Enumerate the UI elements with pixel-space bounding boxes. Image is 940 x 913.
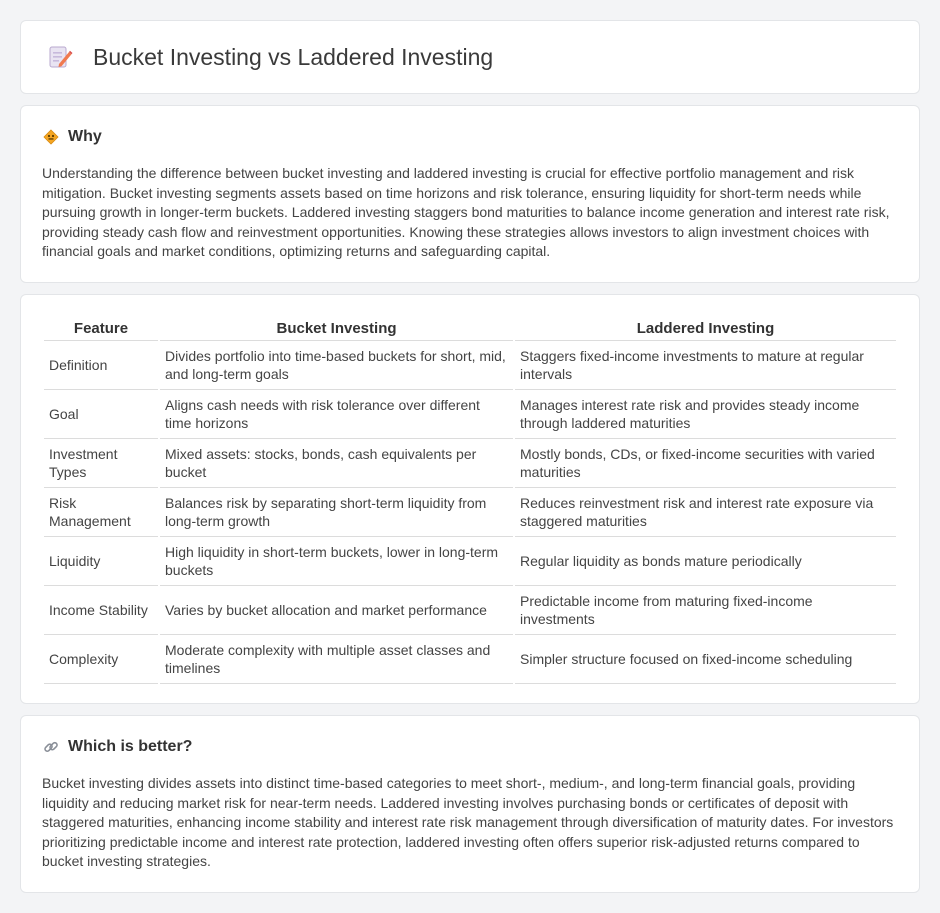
why-text: Understanding the difference between bucket investing and laddered investing is crucial for effective portfolio management and risk mitigation. Bucket investing segments assets based on time horizons and risk tolerance, ensuring liquidity for short-term needs while pursuing growth in longer-term buckets. Laddered investing staggers bond maturities to balance income generation and interest rate risk, providing steady cash flow and reinvestment opportunities. Knowing these strategies allows investors to align investment choices with financial goals and market conditions, optimizing returns and safeguarding capital. (42, 165, 890, 259)
table-row (44, 341, 896, 390)
why-section (20, 105, 920, 283)
feature-cell: Investment Types (44, 439, 158, 488)
why-header (42, 128, 898, 146)
table-row (44, 537, 896, 586)
which-is-better-section (20, 715, 920, 893)
why-heading: Why (68, 128, 102, 145)
diamond-sign-icon (42, 128, 60, 146)
comparison-table (42, 315, 898, 684)
table-row (44, 390, 896, 439)
feature-cell: Goal (44, 390, 158, 439)
header-laddered: Laddered Investing (515, 315, 896, 341)
feature-cell: Complexity (44, 635, 158, 684)
laddered-cell: Regular liquidity as bonds mature periodically (515, 537, 896, 586)
bucket-cell: Balances risk by separating short-term liquidity from long-term growth (160, 488, 513, 537)
laddered-cell: Reduces reinvestment risk and interest rate exposure via staggered maturities (515, 488, 896, 537)
laddered-cell: Predictable income from maturing fixed-income investments (515, 586, 896, 635)
bucket-cell: High liquidity in short-term buckets, lower in long-term buckets (160, 537, 513, 586)
bucket-cell: Varies by bucket allocation and market performance (160, 586, 513, 635)
bucket-cell: Aligns cash needs with risk tolerance over different time horizons (160, 390, 513, 439)
title-card (20, 20, 920, 94)
bucket-cell: Mixed assets: stocks, bonds, cash equivalents per bucket (160, 439, 513, 488)
table-row (44, 488, 896, 537)
better-text: Bucket investing divides assets into distinct time-based categories to meet short-, medium-, and long-term financial goals, providing liquidity and reducing market risk for near-term needs. Laddered investing involves purchasing bonds or certificates of deposit with staggered maturities, enhancing income stability and interest rate risk management through diversification of maturity dates. For investors prioritizing predictable income and interest rate protection, laddered investing often offers superior risk-adjusted returns compared to bucket investing strategies. (42, 775, 894, 869)
link-icon (42, 738, 60, 756)
table-header-row (44, 315, 896, 341)
better-header (42, 738, 898, 756)
laddered-cell: Staggers fixed-income investments to mature at regular intervals (515, 341, 896, 390)
feature-cell: Income Stability (44, 586, 158, 635)
page-title: Bucket Investing vs Laddered Investing (93, 43, 494, 70)
table-row (44, 586, 896, 635)
feature-cell: Risk Management (44, 488, 158, 537)
laddered-cell: Manages interest rate risk and provides steady income through laddered maturities (515, 390, 896, 439)
better-heading: Which is better? (68, 738, 193, 755)
bucket-cell: Divides portfolio into time-based buckets for short, mid, and long-term goals (160, 341, 513, 390)
header-bucket: Bucket Investing (160, 315, 513, 341)
bucket-cell: Moderate complexity with multiple asset classes and timelines (160, 635, 513, 684)
header-feature: Feature (44, 315, 158, 341)
laddered-cell: Mostly bonds, CDs, or fixed-income securities with varied maturities (515, 439, 896, 488)
feature-cell: Liquidity (44, 537, 158, 586)
table-row (44, 635, 896, 684)
feature-cell: Definition (44, 341, 158, 390)
comparison-table-card (20, 294, 920, 704)
document-pencil-icon (47, 44, 73, 70)
laddered-cell: Simpler structure focused on fixed-income scheduling (515, 635, 896, 684)
table-row (44, 439, 896, 488)
